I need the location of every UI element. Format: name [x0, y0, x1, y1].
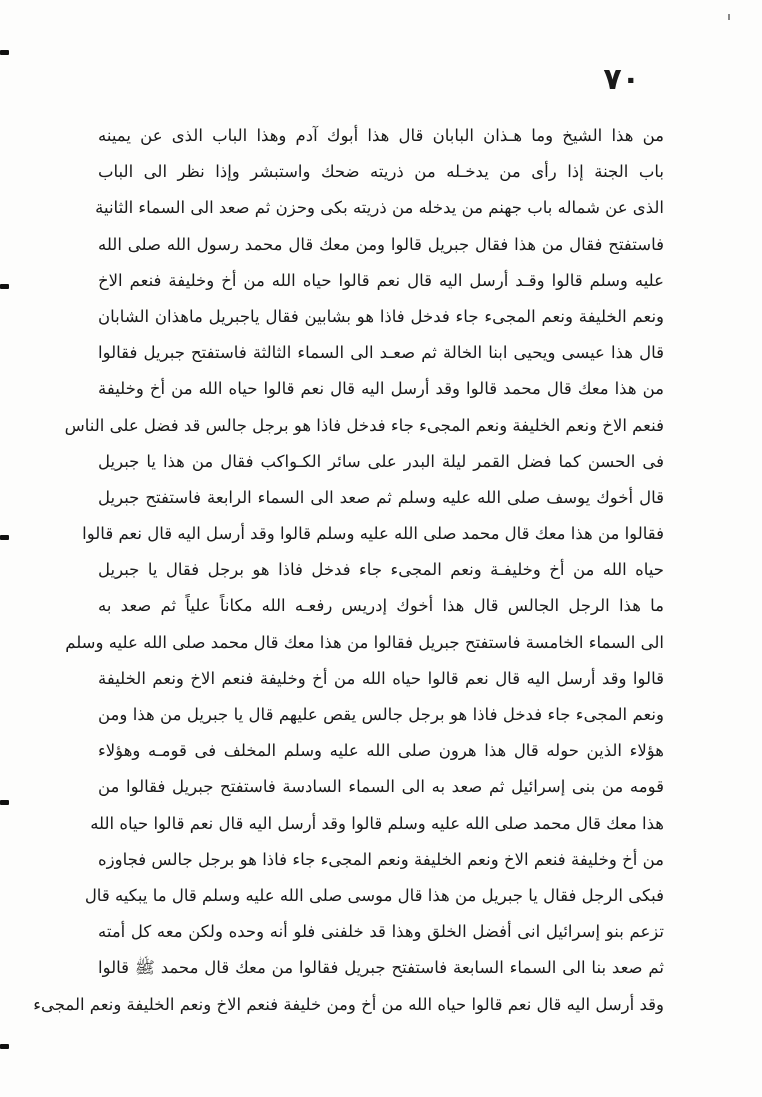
- text-line: هذا معك قال محمد صلى الله عليه وسلم قالوا وقد أرسل اليه قال نعم قالوا حياه الله: [90, 813, 664, 833]
- text-line: عليه وسلم قالوا وقـد أرسل اليه قال نعم قالوا حياه الله من أخ وخليفة فنعم الاخ: [98, 270, 664, 290]
- binding-hole-mark: [0, 535, 9, 540]
- text-line: حياه الله من أخ وخليفـة ونعم المجىء جاء فدخل فاذا هو برجل فقال يا جبريل: [98, 560, 664, 580]
- text-line: تزعم بنو إسرائيل انى أفضل الخلق وهذا قد خلفنى فلو أنه وحده ولكن معه كل أمته: [98, 922, 664, 942]
- text-line: وقد أرسل اليه قال نعم قالوا حياه الله من أخ ومن خليفة فنعم الاخ ونعم الخليفة ونعم المجىء: [33, 994, 664, 1014]
- binding-hole-mark: [0, 800, 9, 805]
- text-line: فنعم الاخ ونعم الخليفة ونعم المجىء جاء فدخل فاذا هو برجل جالس قد فضل على الناس: [64, 415, 664, 435]
- text-line: الذى عن شماله باب جهنم من يدخله من ذريته بكى وحزن ثم صعد الى السماء الثانية: [95, 198, 664, 218]
- text-line: من هذا معك قال محمد قالوا وقد أرسل اليه قال نعم قالوا حياه الله من أخ وخليفة: [98, 379, 664, 399]
- page-number: ٧٠: [603, 62, 640, 97]
- text-line: ونعم الخليفة ونعم المجىء جاء فدخل فاذا هو بشابين فقال ياجبريل ماهذان الشابان: [98, 306, 664, 326]
- text-line: ما هذا الرجل الجالس قال هذا أخوك إدريس رفعـه الله مكاناً علياً ثم صعد به: [98, 596, 664, 616]
- text-line: الى السماء الخامسة فاستفتح جبريل فقالوا من هذا معك قال محمد صلى الله عليه وسلم: [65, 632, 664, 652]
- text-line: هؤلاء الذين حوله قال هذا هرون صلى الله عليه وسلم المخلف فى قومـه وهؤلاء: [98, 741, 664, 761]
- text-line: فاستفتح فقال من هذا فقال جبريل قالوا ومن معك قال محمد رسول الله صلى الله: [98, 234, 664, 254]
- text-line: ثم صعد بنا الى السماء السابعة فاستفتح جبريل فقالوا من معك قال محمد ﷺ قالوا: [98, 958, 664, 978]
- text-line: من أخ وخليفة فنعم الاخ ونعم الخليفة ونعم المجىء جاء فاذا هو برجل جالس فجاوزه: [98, 849, 664, 869]
- text-line: قال هذا عيسى ويحيى ابنا الخالة ثم صعـد الى السماء الثالثة فاستفتح جبريل فقالوا: [98, 343, 664, 363]
- text-line: ونعم المجىء جاء فدخل فاذا هو برجل جالس يقص عليهم قال يا جبريل من هذا ومن: [98, 705, 664, 724]
- binding-hole-mark: [0, 50, 9, 55]
- text-line: فقالوا من هذا معك قال محمد صلى الله عليه وسلم قالوا وقد أرسل اليه قال نعم قالوا: [82, 524, 664, 544]
- text-line: فبكى الرجل فقال يا جبريل من هذا قال موسى صلى الله عليه وسلم قال ما يبكيه قال: [84, 885, 664, 905]
- binding-hole-mark: [0, 284, 9, 289]
- body-text: [33, 118, 664, 1023]
- text-line: قالوا وقد أرسل اليه قال نعم قالوا حياه الله من أخ وخليفة فنعم الاخ ونعم الخليفة: [98, 668, 664, 688]
- text-line: باب الجنة إذا رأى من يدخـله من ذريته ضحك واستبشر وإذا نظر الى الباب: [98, 162, 664, 182]
- text-line: قال أخوك يوسف صلى الله عليه وسلم ثم صعد الى السماء الرابعة فاستفتح جبريل: [98, 487, 664, 507]
- scan-speck: [728, 14, 730, 20]
- text-line: قومه من بنى إسرائيل ثم صعد به الى السماء السادسة فاستفتح جبريل فقالوا من: [98, 777, 664, 797]
- text-line: فى الحسن كما فضل القمر ليلة البدر على سائر الكـواكب فقال من هذا يا جبريل: [98, 451, 664, 471]
- binding-hole-mark: [0, 1044, 9, 1049]
- text-line: من هذا الشيخ وما هـذان البابان قال هذا أبوك آدم وهذا الباب الذى عن يمينه: [98, 126, 664, 145]
